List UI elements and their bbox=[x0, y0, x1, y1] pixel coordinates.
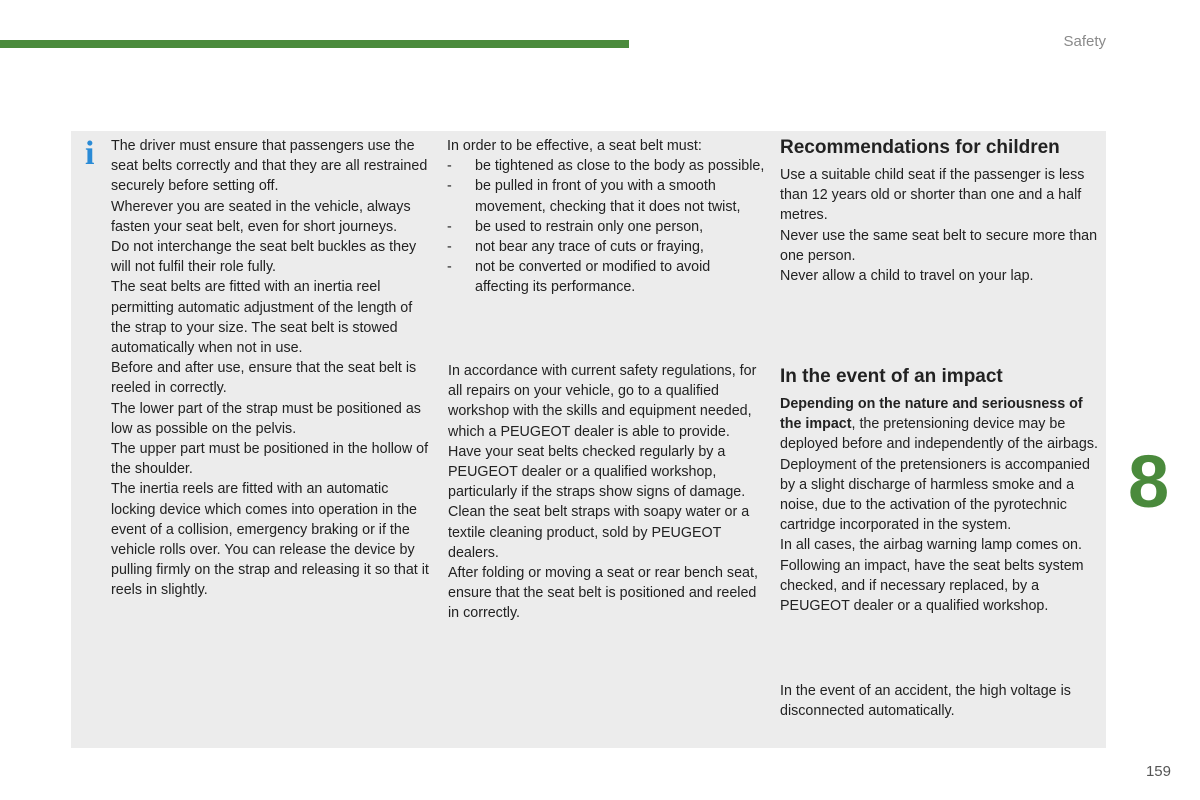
paragraph: The seat belts are fitted with an inertia reel permitting automatic adjustment of the length of the strap to your size. The seat belt is stowed automatically when not in use. bbox=[111, 279, 413, 357]
paragraph: Following an impact, have the seat belts system checked, and if necessary replaced, by a PEUGEOT dealer or a qualified workshop. bbox=[780, 557, 1084, 615]
list-item: - be tightened as close to the body as possible, bbox=[447, 156, 765, 176]
paragraph bbox=[780, 394, 1098, 535]
paragraph: Clean the seat belt straps with soapy water or a textile cleaning product, sold by PEUGEOT dealers. bbox=[448, 504, 750, 561]
children-heading: Recommendations for children bbox=[780, 137, 1060, 158]
list-item: - not bear any trace of cuts or fraying, bbox=[447, 237, 765, 257]
info-icon: i bbox=[85, 135, 95, 172]
voltage-note: In the event of an accident, the high voltage is disconnected automatically. bbox=[780, 683, 1071, 720]
paragraph: Wherever you are seated in the vehicle, always fasten your seat belt, even for short journeys. bbox=[111, 198, 411, 235]
impact-text: , the pretensioning device may be deployed before and independently of the airbags. Deployment of the pretensioners is accompanied by a slight discharge of harmless smoke and a noise, due to the activation of the pyrotechnic cartridge incorporated in the system. bbox=[780, 416, 1098, 534]
paragraph: Have your seat belts checked regularly by a PEUGEOT dealer or a qualified workshop, particularly if the straps show signs of damage. bbox=[448, 443, 746, 501]
impact-heading: In the event of an impact bbox=[780, 366, 1003, 387]
list-item: - not be converted or modified to avoid affecting its performance. bbox=[447, 257, 765, 297]
paragraph: The inertia reels are fitted with an automatic locking device which comes into operation in the event of a collision, emergency braking or if the vehicle rolls over. You can release the device by pulling firmly on the strap and releasing it so that it reels in slightly. bbox=[111, 481, 429, 599]
paragraph: The driver must ensure that passengers use the seat belts correctly and that they are all restrained securely before setting off. bbox=[111, 138, 428, 195]
impact-bold-text: Depending on the nature and seriousness of the impact bbox=[780, 396, 1083, 433]
maintenance-section bbox=[448, 361, 766, 624]
paragraph: The lower part of the strap must be positioned as low as possible on the pelvis. bbox=[111, 400, 421, 437]
impact-section bbox=[780, 394, 1098, 616]
requirements-list bbox=[447, 156, 765, 297]
paragraph: In all cases, the airbag warning lamp comes on. bbox=[780, 537, 1082, 554]
paragraph: The upper part must be positioned in the hollow of the shoulder. bbox=[111, 441, 429, 478]
paragraph: After folding or moving a seat or rear bench seat, ensure that the seat belt is positioned and reeled in correctly. bbox=[448, 565, 758, 622]
list-item: - be pulled in front of you with a smooth movement, checking that it does not twist, bbox=[447, 176, 765, 216]
page-number: 159 bbox=[1145, 763, 1171, 780]
children-section bbox=[780, 165, 1098, 286]
paragraph: Never allow a child to travel on your lap. bbox=[780, 268, 1034, 285]
chapter-number: 8 bbox=[1128, 440, 1170, 523]
paragraph: Do not interchange the seat belt buckles as they will not fulfil their role fully. bbox=[111, 239, 417, 276]
paragraph: Use a suitable child seat if the passenger is less than 12 years old or shorter than one and a half metres. bbox=[780, 167, 1085, 224]
info-column bbox=[111, 136, 431, 601]
section-title: Safety bbox=[1063, 33, 1106, 50]
paragraph: Never use the same seat belt to secure more than one person. bbox=[780, 227, 1098, 264]
requirements-intro: In order to be effective, a seat belt must: bbox=[447, 138, 702, 154]
list-item: - be used to restrain only one person, bbox=[447, 217, 765, 237]
paragraph: In accordance with current safety regulations, for all repairs on your vehicle, go to a qualified workshop with the skills and equipment needed, which a PEUGEOT dealer is able to provide. bbox=[448, 363, 757, 440]
seat-belt-requirements bbox=[447, 136, 765, 298]
header-accent-bar bbox=[0, 40, 629, 48]
paragraph: Before and after use, ensure that the seat belt is reeled in correctly. bbox=[111, 360, 417, 397]
